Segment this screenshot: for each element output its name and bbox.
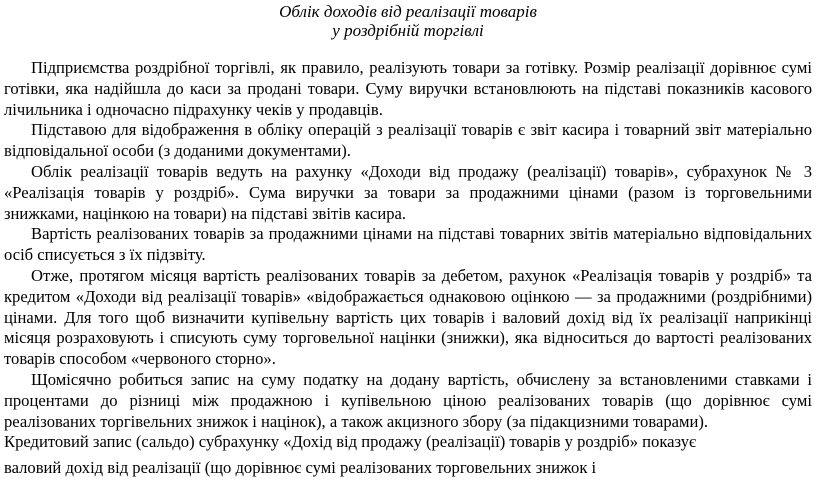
paragraph-sales-account: Облік реалізації товарів ведуть на рахунку «Доходи від продажу (реалізації) товарів», субрахунок № 3 «Реалізація товарів у роздріб». Сума виручки за товари за продажними цінами (разом із торговельними знижками, націнкою на товари) на підставі звітів касира. [4, 161, 812, 223]
document-header [4, 2, 812, 40]
paragraph-monthly-markup: Отже, протягом місяця вартість реалізованих товарів за дебетом, рахунок «Реалізація товарів у роздріб» та кредитом «Доходи від реалізації товарів» «відображається однаковою оцінкою — за продажними (роздрібними) цінами. Для того щоб визначити купівельну вартість цих товарів і валовий дохід від їх реалізації наприкінці місяця розраховують і списують суму торговельної націнки (знижки), яка відноситься до вартості реалізованих товарів способом «червоного сторно». [4, 265, 812, 369]
page-title: Облік доходів від реалізації товарів [279, 2, 537, 21]
paragraph-credit-entry-line1: Кредитовий запис (сальдо) субрахунку «Дохід від продажу (реалізації) товарів у роздріб» показує [4, 432, 697, 452]
paragraph-cost-write-off: Вартість реалізованих товарів за продажними цінами на підставі товарних звітів матеріально відповідальних осіб списується з їх підзвіту. [4, 224, 812, 265]
paragraph-accounting-basis: Підставою для відображення в обліку операцій з реалізації товарів є звіт касира і товарний звіт матеріально відповідальної особи (з доданими документами). [4, 120, 812, 161]
document-body [4, 58, 812, 479]
paragraph-vat-entry: Щомісячно робиться запис на суму податку на додану вартість, обчислену за встановленими ставками і процентами до різниці між продажною і купівельною ціною реалізованих товарів (що дорівнює сумі реалізованих торгівельних знижок і націнок), а також акцизного збору (за підакцизними товарами). [4, 369, 812, 431]
page-subtitle: у роздрібній торгівлі [332, 21, 484, 40]
paragraph-retail-cash-sales: Підприємства роздрібної торгівлі, як правило, реалізують товари за готівку. Розмір реалізації дорівнює сумі готівки, яка надійшла до каси за продані товари. Суму виручки встановлюють на підставі показників касового лічильника і одночасно підрахунку чеків у продавців. [4, 58, 812, 119]
paragraph-credit-entry-line2: валовий дохід від реалізації (що дорівнює сумі реалізованих торговельних знижок і [4, 458, 597, 478]
